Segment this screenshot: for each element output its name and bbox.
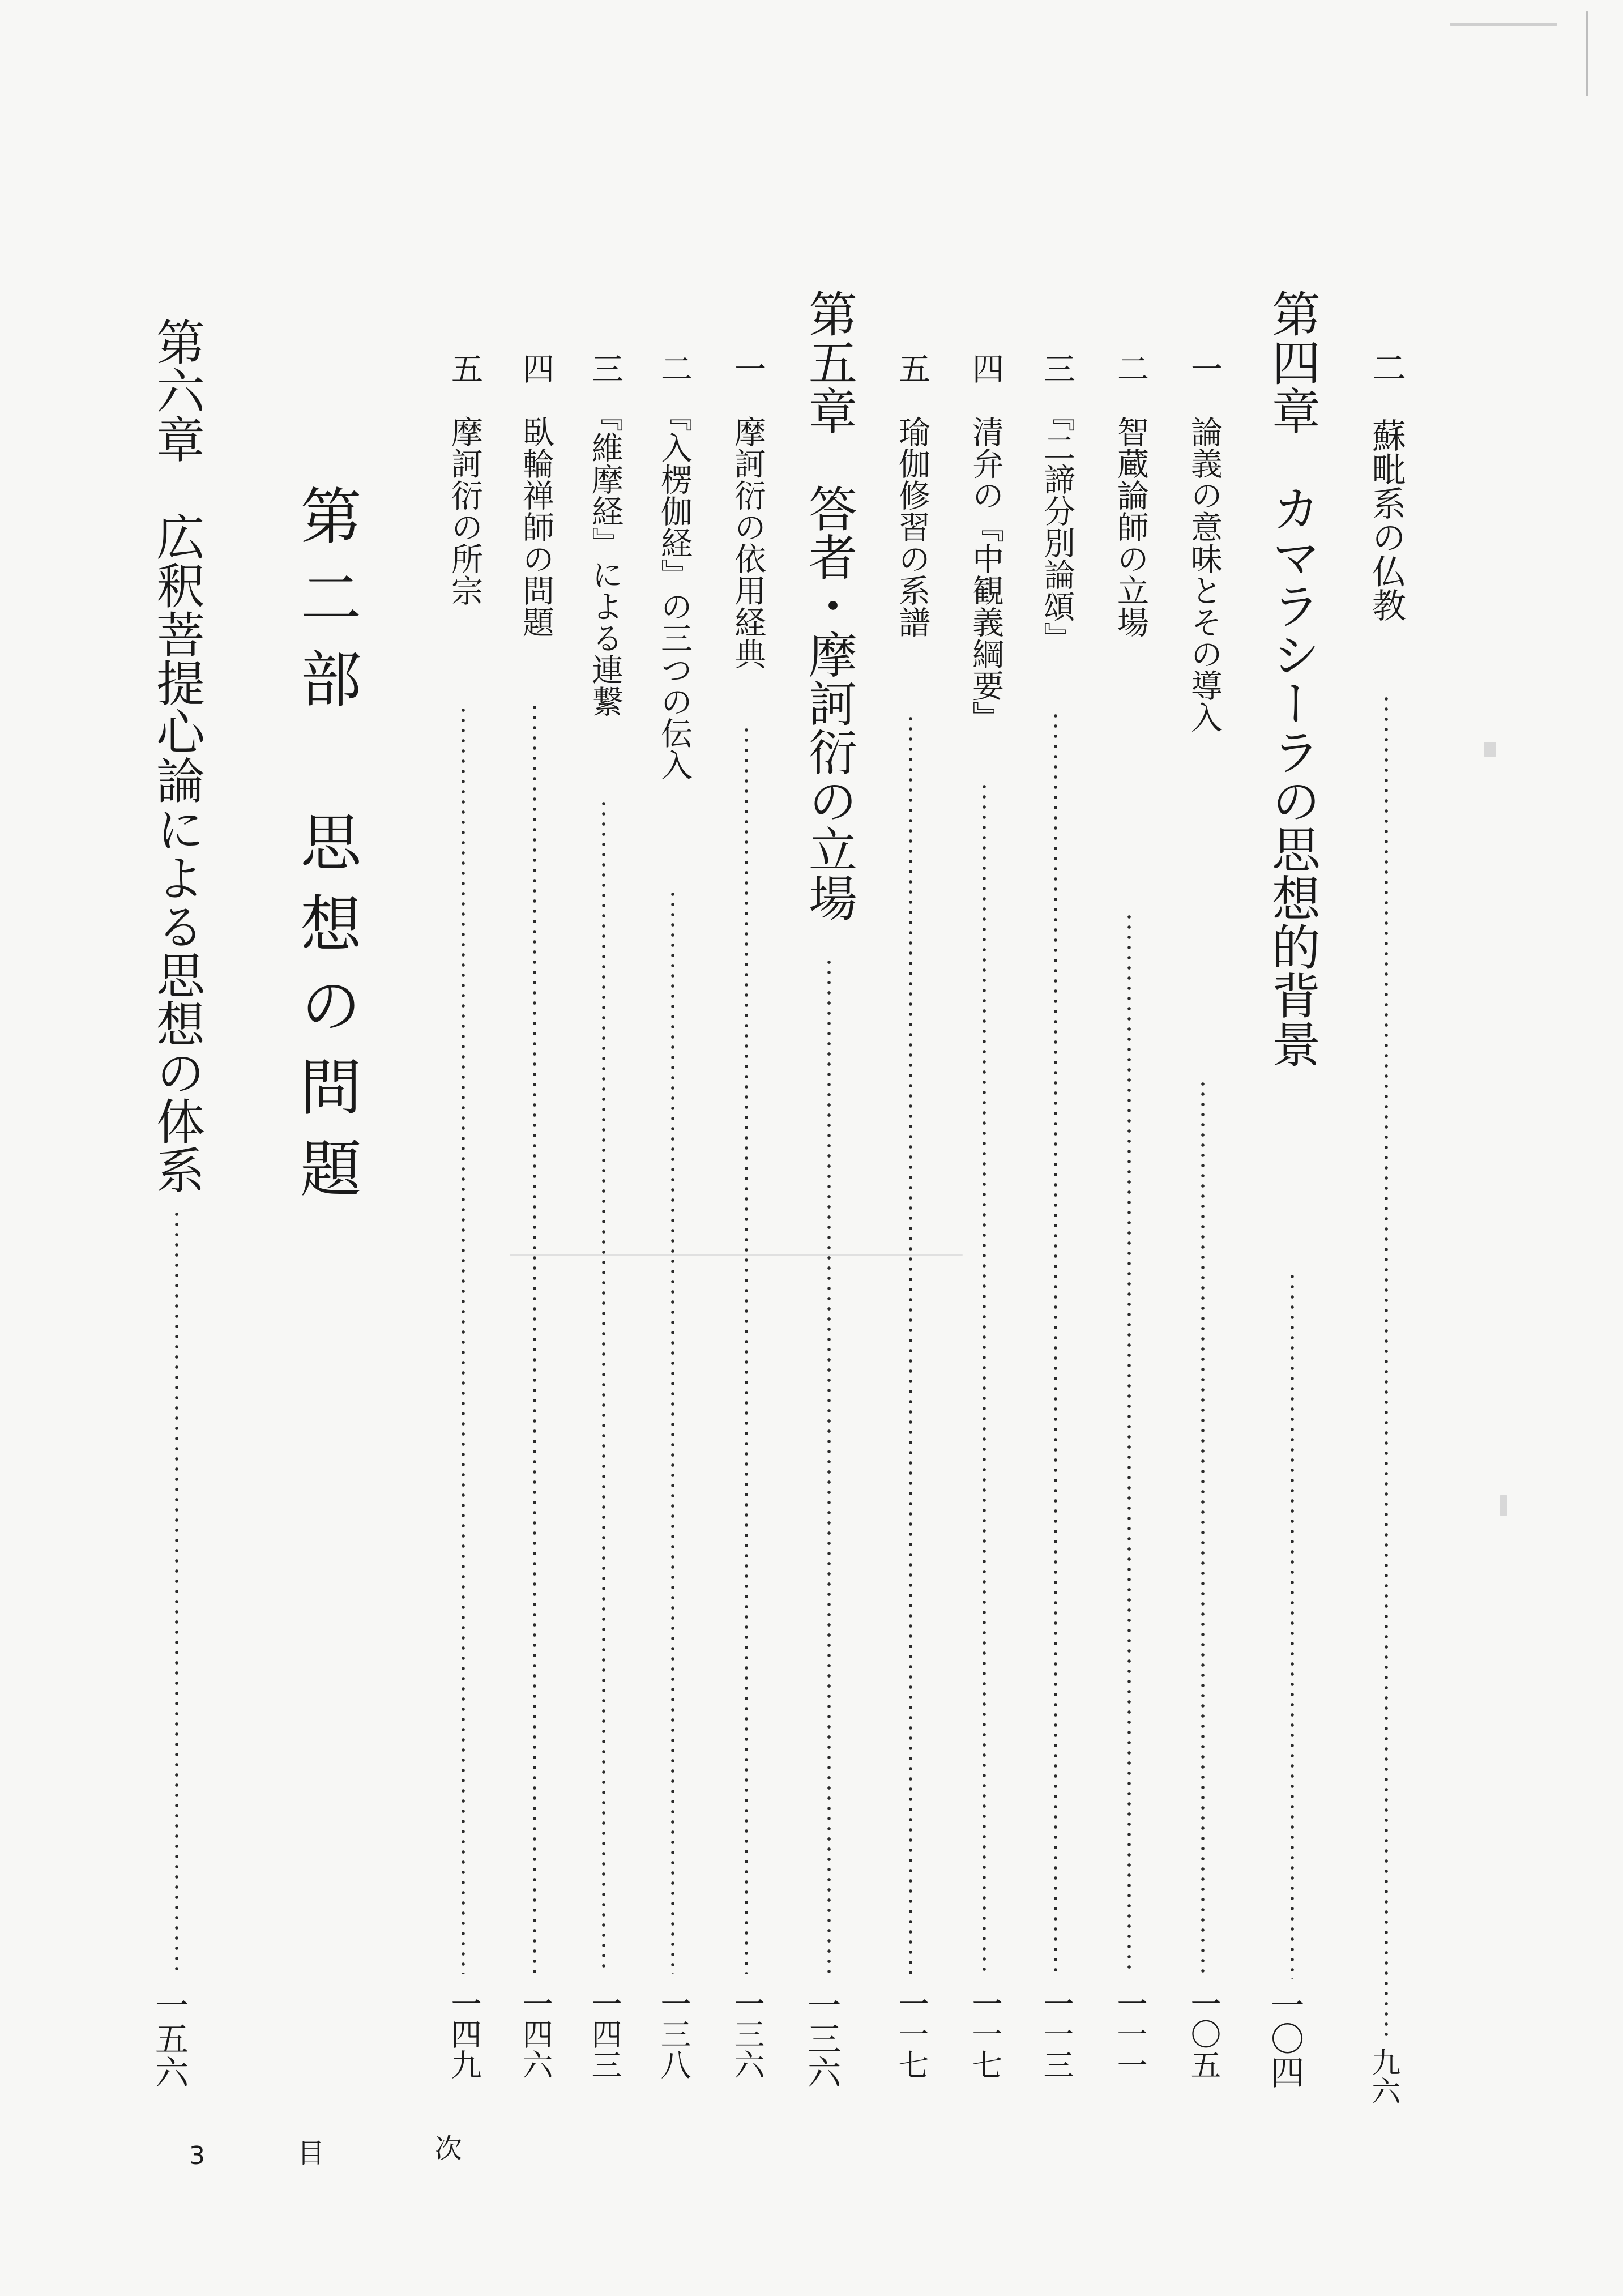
scan-artifact — [1484, 742, 1496, 757]
toc-item-label: 二 『入楞伽経』の三つの伝入 — [656, 352, 693, 780]
leader-dots — [744, 725, 749, 1974]
toc-chapter-5-item-1 — [729, 0, 777, 2296]
toc-item-page: 一三六 — [729, 1988, 765, 2080]
toc-item-page: 一一一 — [1112, 1988, 1148, 2080]
toc-chapter-4-item-5 — [893, 0, 941, 2296]
toc-item-label: 五 瑜伽修習の系譜 — [894, 352, 930, 638]
leader-dots — [670, 889, 675, 1974]
running-head-ji: 次 — [435, 2133, 463, 2165]
toc-item-page: 一〇五 — [1185, 1988, 1221, 2080]
toc-chapter-4-item-2 — [1114, 0, 1160, 2296]
leader-dots — [532, 702, 537, 1974]
toc-item-label: 二 智蔵論師の立場 — [1112, 352, 1149, 638]
scan-artifact — [1500, 1495, 1507, 1516]
toc-item-page: 一一七 — [967, 1988, 1003, 2080]
leader-dots — [1127, 912, 1131, 1974]
toc-chapter-4-item-1 — [1185, 0, 1233, 2296]
leader-dots — [1290, 1271, 1295, 1979]
scan-artifact — [510, 1254, 963, 1256]
toc-item-label: 三 『二諦分別論頌』 — [1039, 352, 1075, 654]
running-head-moku: 目 — [297, 2137, 325, 2169]
toc-chapter-5-item-4 — [517, 0, 565, 2296]
leader-dots — [1384, 694, 1389, 2036]
toc-item-page: 一四六 — [517, 1988, 553, 2080]
toc-chapter-4 — [1263, 0, 1330, 2296]
leader-dots — [174, 1209, 179, 1977]
toc-item-label: 四 臥輪禅師の問題 — [518, 352, 554, 638]
page-number: 3 — [189, 2141, 205, 2170]
toc-chapter-4-page: 一〇四 — [1265, 1988, 1304, 2089]
toc-item-page: 一四九 — [446, 1988, 482, 2080]
scan-artifact — [1586, 11, 1588, 96]
toc-chapter-5-item-3 — [586, 0, 634, 2296]
toc-item-label: 一 論義の意味とその導入 — [1186, 352, 1223, 733]
toc-entry-section-ii — [1366, 0, 1415, 2296]
leader-dots — [908, 714, 913, 1974]
toc-chapter-6-page: 一五六 — [149, 1988, 189, 2089]
toc-chapter-5-item-5 — [446, 0, 494, 2296]
toc-item-page: 一一七 — [893, 1988, 929, 2080]
toc-entry-label: 二 蘇毗系の仏教 — [1366, 350, 1406, 622]
leader-dots — [461, 705, 465, 1974]
toc-part-2 — [290, 0, 368, 2296]
toc-part-2-label: 第二部 思想の問題 — [290, 484, 361, 1218]
toc-item-page: 一三八 — [655, 1988, 691, 2080]
scan-artifact — [1450, 23, 1557, 26]
toc-entry-page: 九六 — [1366, 2047, 1401, 2105]
leader-dots — [1053, 711, 1058, 1974]
toc-item-page: 一四三 — [586, 1988, 622, 2080]
toc-chapter-5-item-2 — [655, 0, 703, 2296]
toc-chapter-5 — [800, 0, 866, 2296]
toc-chapter-5-label: 第五章 答者・摩訶衍の立場 — [800, 289, 857, 922]
toc-chapter-4-item-3 — [1038, 0, 1086, 2296]
toc-chapter-6-label: 第六章 広釈菩提心論による思想の体系 — [148, 317, 204, 1194]
leader-dots — [827, 957, 831, 1977]
toc-chapter-4-label: 第四章 カマラシーラの思想的背景 — [1263, 289, 1320, 1068]
toc-item-label: 一 摩訶衍の依用経典 — [729, 352, 766, 669]
toc-chapter-4-item-4 — [969, 0, 1015, 2296]
toc-item-label: 四 清弁の『中観義綱要』 — [967, 352, 1004, 733]
leader-dots — [982, 782, 986, 1974]
leader-dots — [601, 799, 606, 1974]
toc-item-page: 一一三 — [1038, 1988, 1074, 2080]
toc-item-label: 五 摩訶衍の所宗 — [446, 352, 483, 606]
toc-item-label: 三 『維摩経』による連繋 — [587, 352, 623, 717]
leader-dots — [1201, 1079, 1205, 1974]
toc-chapter-6 — [148, 0, 214, 2296]
toc-chapter-5-page: 一三六 — [801, 1988, 841, 2089]
